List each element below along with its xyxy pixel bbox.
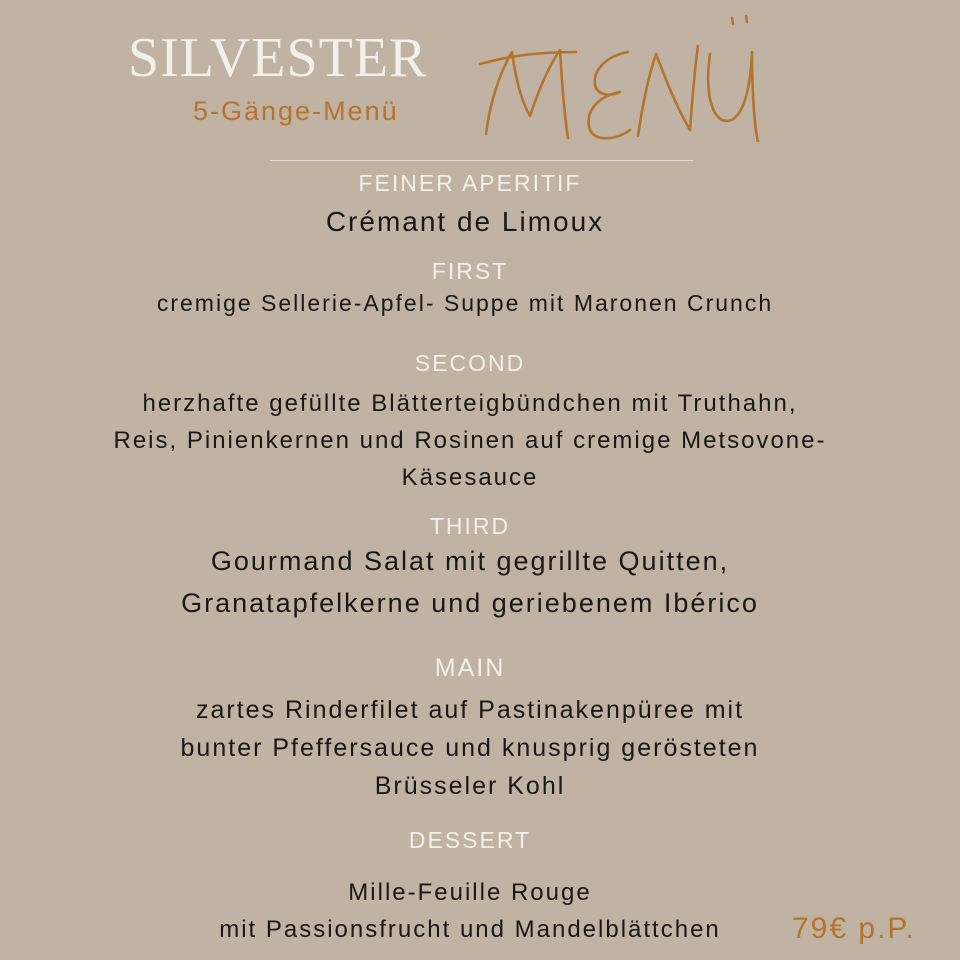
course-heading-first: FIRST xyxy=(431,258,509,284)
course-item-main-line-3: Brüsseler Kohl xyxy=(374,772,566,800)
course-item-main-line-2: bunter Pfeffersauce und knusprig gerösteten xyxy=(180,734,760,762)
course-heading-aperitif: FEINER APERITIF xyxy=(358,170,582,196)
course-item-second-line-3: Käsesauce xyxy=(401,464,539,491)
price-label: 79€ p.P. xyxy=(792,912,916,945)
course-heading-third: THIRD xyxy=(429,513,511,539)
course-item-third-line-2: Granatapfelkerne und geriebenem Ibérico xyxy=(181,588,759,618)
course-item-second-line-1: herzhafte gefüllte Blätterteigbündchen mit Truthahn, xyxy=(142,390,798,417)
menu-script-title xyxy=(478,12,778,142)
course-heading-dessert: DESSERT xyxy=(408,827,532,853)
course-item-dessert-line-1: Mille-Feuille Rouge xyxy=(348,879,592,906)
course-item-first: cremige Sellerie-Apfel- Suppe mit Maronen Crunch xyxy=(156,290,774,316)
course-item-third-line-1: Gourmand Salat mit gegrillte Quitten, xyxy=(210,546,730,576)
course-item-main-line-1: zartes Rinderfilet auf Pastinakenpüree mit xyxy=(195,696,745,724)
course-item-second-line-2: Reis, Pinienkernen und Rosinen auf cremige Metsovone- xyxy=(113,427,827,454)
menu-subtitle: 5-Gänge-Menü xyxy=(193,96,399,126)
header-divider xyxy=(270,160,693,161)
menu-title: SILVESTER xyxy=(128,27,428,89)
course-item-aperitif: Crémant de Limoux xyxy=(325,206,605,237)
course-heading-main: MAIN xyxy=(434,654,506,682)
course-heading-second: SECOND xyxy=(414,350,526,376)
course-item-dessert-line-2: mit Passionsfrucht und Mandelblättchen xyxy=(219,916,721,943)
menu-script-lettering xyxy=(478,12,778,142)
